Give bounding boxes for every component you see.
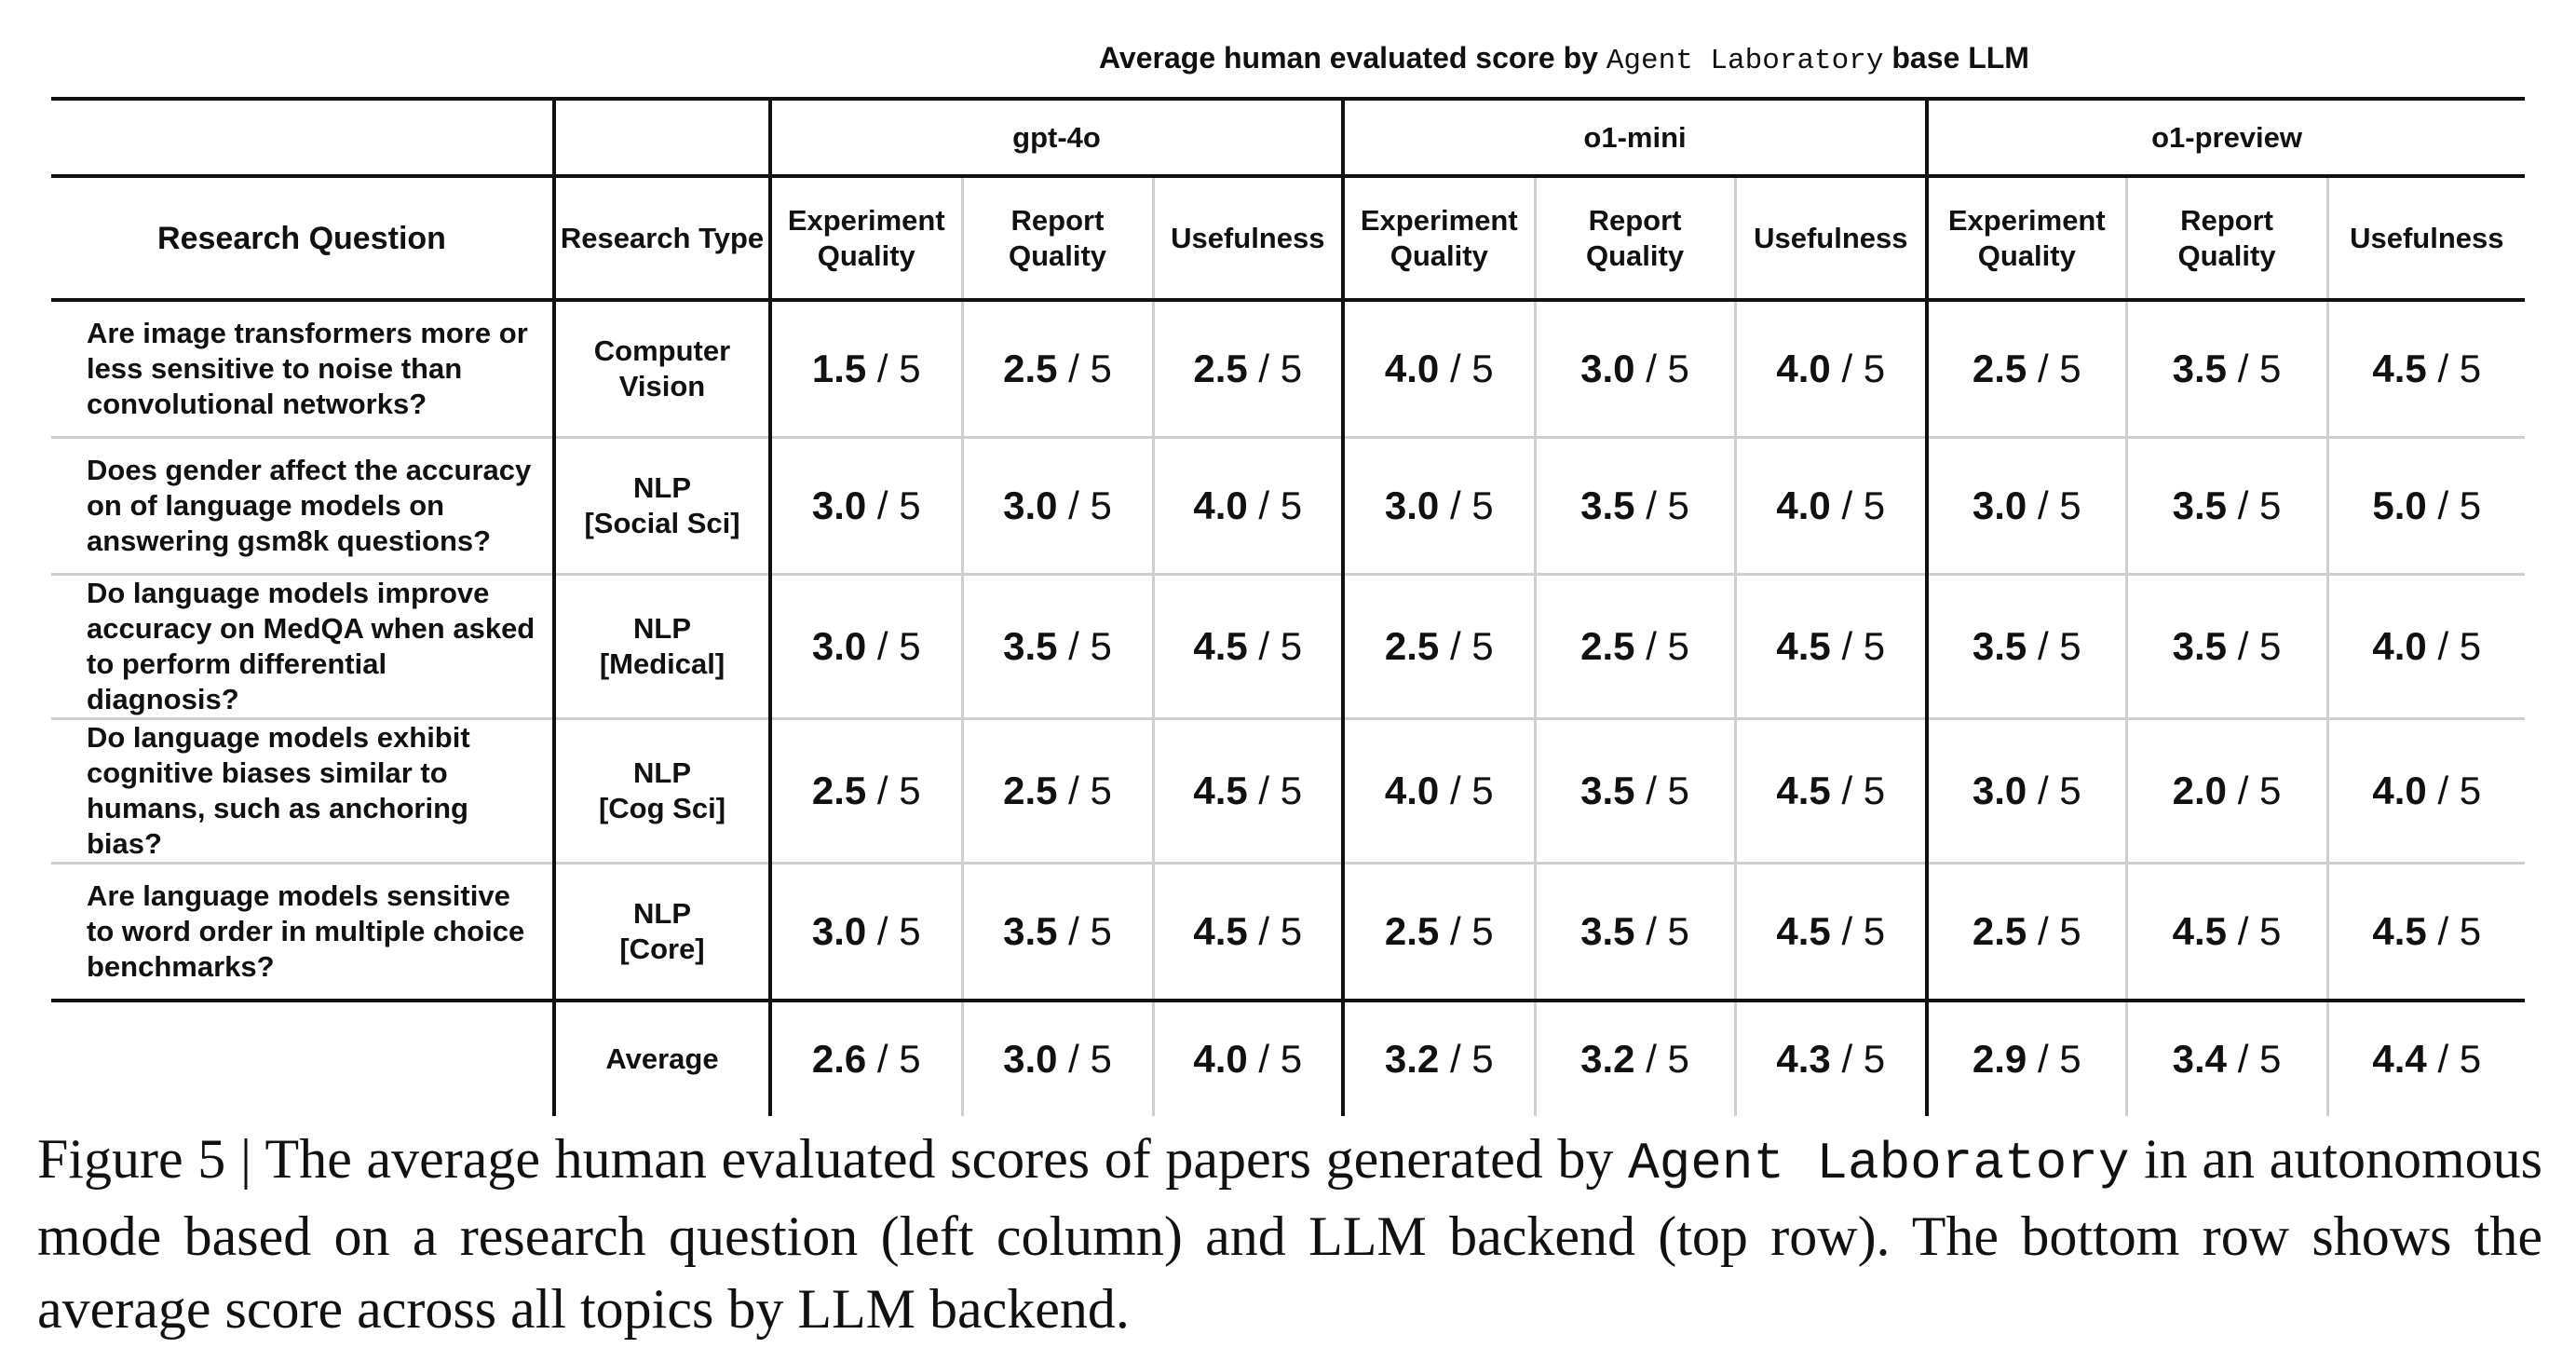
score-value: 5.0 xyxy=(2372,483,2427,527)
score-cell xyxy=(1535,438,1735,575)
research-question-cell: Do language models improve accuracy on MedQA when asked to perform differential diagnosis? xyxy=(51,575,554,719)
score-cell xyxy=(770,438,962,575)
score-cell xyxy=(1153,438,1343,575)
score-denominator: / 5 xyxy=(866,347,921,390)
score-value: 4.5 xyxy=(1776,909,1831,953)
score-value: 4.5 xyxy=(2372,347,2427,390)
score-denominator: / 5 xyxy=(2027,769,2081,812)
score-denominator: / 5 xyxy=(2027,1037,2081,1081)
score-value: 3.5 xyxy=(1580,769,1635,812)
score-denominator: / 5 xyxy=(1634,347,1689,390)
score-cell xyxy=(1735,864,1927,1001)
metric-header: Usefulness xyxy=(1153,176,1343,300)
score-value: 4.0 xyxy=(1776,347,1831,390)
score-denominator: / 5 xyxy=(2426,1037,2482,1081)
metric-header: Report Quality xyxy=(1535,176,1735,300)
research-type-line: NLP xyxy=(633,471,691,504)
table-row xyxy=(51,719,2525,864)
research-type-cell xyxy=(554,864,770,1001)
score-denominator: / 5 xyxy=(2426,347,2482,390)
score-denominator: / 5 xyxy=(1247,1037,1303,1081)
score-denominator: / 5 xyxy=(2426,769,2482,812)
score-cell xyxy=(1735,719,1927,864)
research-type-header: Research Type xyxy=(554,176,770,300)
score-denominator: / 5 xyxy=(1439,624,1494,668)
score-denominator: / 5 xyxy=(2027,624,2081,668)
score-denominator: / 5 xyxy=(1439,347,1494,390)
research-type-line: [Core] xyxy=(619,933,705,965)
research-type-cell xyxy=(554,438,770,575)
research-type-line: [Social Sci] xyxy=(584,507,740,539)
research-type-line: Vision xyxy=(618,370,706,402)
score-cell xyxy=(2126,300,2327,438)
score-value: 2.5 xyxy=(1972,347,2027,390)
score-denominator: / 5 xyxy=(2227,909,2282,953)
score-cell xyxy=(962,575,1153,719)
score-denominator: / 5 xyxy=(1830,909,1886,953)
score-cell xyxy=(2126,575,2327,719)
metric-header: Experiment Quality xyxy=(1927,176,2126,300)
score-value: 2.5 xyxy=(811,769,867,812)
group-header-row xyxy=(51,99,2525,176)
score-cell xyxy=(2126,719,2327,864)
super-title-prefix: Average human evaluated score by xyxy=(1099,41,1607,75)
score-cell xyxy=(2327,719,2525,864)
score-value: 4.0 xyxy=(1384,769,1440,812)
empty-header-cell xyxy=(51,99,554,176)
score-value: 3.2 xyxy=(1384,1037,1440,1081)
score-denominator: / 5 xyxy=(2227,483,2282,527)
research-question-cell: Does gender affect the accuracy on of language models on answering gsm8k questions? xyxy=(51,438,554,575)
caption-text: in an autonomous mode based on a research question (left column) and LLM backend (top row). The bottom row shows the average score across all topics by LLM backend. xyxy=(37,1128,2543,1340)
score-denominator: / 5 xyxy=(866,1037,921,1081)
score-denominator: / 5 xyxy=(866,624,921,668)
score-cell xyxy=(1735,300,1927,438)
score-value: 3.5 xyxy=(2172,483,2228,527)
score-cell xyxy=(2327,575,2525,719)
score-denominator: / 5 xyxy=(2426,909,2482,953)
score-cell xyxy=(962,438,1153,575)
score-cell xyxy=(770,300,962,438)
research-type-cell xyxy=(554,300,770,438)
score-denominator: / 5 xyxy=(1057,347,1112,390)
score-cell xyxy=(2327,864,2525,1001)
super-title-agent-name: Agent Laboratory xyxy=(1606,45,1884,77)
research-question-cell: Do language models exhibit cognitive biases similar to humans, such as anchoring bias? xyxy=(51,719,554,864)
score-denominator: / 5 xyxy=(1247,483,1303,527)
score-denominator: / 5 xyxy=(1057,769,1112,812)
metric-header: Experiment Quality xyxy=(1343,176,1535,300)
group-header-o1-preview: o1-preview xyxy=(1927,99,2525,176)
score-denominator: / 5 xyxy=(1439,483,1494,527)
score-value: 2.5 xyxy=(1580,624,1635,668)
research-type-line: Computer xyxy=(593,334,731,367)
score-value: 4.0 xyxy=(2372,624,2427,668)
score-cell xyxy=(2327,438,2525,575)
score-cell xyxy=(1153,864,1343,1001)
score-value: 2.5 xyxy=(1384,909,1440,953)
table-super-title xyxy=(1099,41,2217,77)
score-denominator: / 5 xyxy=(2027,909,2081,953)
score-denominator: / 5 xyxy=(1830,624,1886,668)
score-cell xyxy=(962,864,1153,1001)
score-cell xyxy=(1735,438,1927,575)
score-denominator: / 5 xyxy=(866,483,921,527)
score-denominator: / 5 xyxy=(1057,1037,1112,1081)
score-value: 3.5 xyxy=(1580,909,1635,953)
group-header-o1-mini: o1-mini xyxy=(1343,99,1927,176)
score-cell xyxy=(770,1001,962,1116)
score-cell xyxy=(1153,1001,1343,1116)
research-type-line: [Cog Sci] xyxy=(598,792,726,824)
score-value: 3.5 xyxy=(1580,483,1635,527)
score-value: 2.5 xyxy=(1972,909,2027,953)
caption-text: Figure 5 | The average human evaluated scores of papers generated by xyxy=(37,1128,1629,1190)
score-cell xyxy=(2126,438,2327,575)
score-cell xyxy=(1927,438,2126,575)
score-denominator: / 5 xyxy=(2027,483,2081,527)
score-value: 3.0 xyxy=(1972,483,2027,527)
figure-caption xyxy=(37,1123,2542,1345)
score-value: 4.5 xyxy=(1193,909,1248,953)
score-cell xyxy=(1343,438,1535,575)
table-row xyxy=(51,438,2525,575)
score-cell xyxy=(2126,864,2327,1001)
score-value: 3.5 xyxy=(1003,909,1058,953)
score-cell xyxy=(1927,1001,2126,1116)
score-value: 2.5 xyxy=(1003,347,1058,390)
score-cell xyxy=(1927,575,2126,719)
score-value: 3.2 xyxy=(1580,1037,1635,1081)
score-denominator: / 5 xyxy=(866,909,921,953)
score-cell xyxy=(1535,864,1735,1001)
score-denominator: / 5 xyxy=(1830,483,1886,527)
score-cell xyxy=(770,575,962,719)
score-denominator: / 5 xyxy=(1830,769,1886,812)
score-cell xyxy=(1153,719,1343,864)
score-denominator: / 5 xyxy=(1830,1037,1886,1081)
table-body xyxy=(51,300,2525,1116)
score-value: 3.0 xyxy=(1003,1037,1058,1081)
score-cell xyxy=(2126,1001,2327,1116)
score-cell xyxy=(1343,864,1535,1001)
score-value: 2.5 xyxy=(1384,624,1440,668)
score-value: 4.0 xyxy=(1384,347,1440,390)
score-denominator: / 5 xyxy=(2227,624,2282,668)
score-value: 3.0 xyxy=(1003,483,1058,527)
score-denominator: / 5 xyxy=(866,769,921,812)
research-question-cell: Are language models sensitive to word order in multiple choice benchmarks? xyxy=(51,864,554,1001)
research-type-cell xyxy=(554,719,770,864)
score-cell xyxy=(1535,300,1735,438)
score-denominator: / 5 xyxy=(1439,1037,1494,1081)
score-denominator: / 5 xyxy=(1057,624,1112,668)
score-cell xyxy=(1153,300,1343,438)
score-cell xyxy=(1735,575,1927,719)
score-value: 2.9 xyxy=(1972,1037,2027,1081)
score-value: 3.0 xyxy=(1972,769,2027,812)
scores-table xyxy=(51,97,2525,1116)
score-denominator: / 5 xyxy=(1634,1037,1689,1081)
average-row xyxy=(51,1001,2525,1116)
score-denominator: / 5 xyxy=(1634,624,1689,668)
score-cell xyxy=(770,719,962,864)
score-cell xyxy=(962,300,1153,438)
score-cell xyxy=(2327,300,2525,438)
score-denominator: / 5 xyxy=(1830,347,1886,390)
score-value: 4.5 xyxy=(1193,769,1248,812)
score-cell xyxy=(1927,864,2126,1001)
research-type-cell xyxy=(554,575,770,719)
score-denominator: / 5 xyxy=(2227,1037,2282,1081)
score-value: 3.5 xyxy=(2172,624,2228,668)
score-cell xyxy=(1927,300,2126,438)
score-value: 4.5 xyxy=(2372,909,2427,953)
score-denominator: / 5 xyxy=(1247,347,1303,390)
score-denominator: / 5 xyxy=(1634,483,1689,527)
score-value: 3.0 xyxy=(811,624,867,668)
score-cell xyxy=(770,864,962,1001)
score-value: 2.0 xyxy=(2172,769,2228,812)
research-type-line: [Medical] xyxy=(599,647,725,680)
score-denominator: / 5 xyxy=(1247,624,1303,668)
score-cell xyxy=(1535,575,1735,719)
research-type-line: NLP xyxy=(633,897,691,930)
score-denominator: / 5 xyxy=(2027,347,2081,390)
score-denominator: / 5 xyxy=(1057,483,1112,527)
score-value: 4.5 xyxy=(1776,624,1831,668)
super-title-suffix: base LLM xyxy=(1883,41,2029,75)
score-value: 4.4 xyxy=(2372,1037,2427,1081)
score-cell xyxy=(962,719,1153,864)
score-denominator: / 5 xyxy=(2426,624,2482,668)
score-value: 2.5 xyxy=(1193,347,1248,390)
metric-header: Report Quality xyxy=(962,176,1153,300)
research-type-line: NLP xyxy=(633,756,691,789)
metric-header: Report Quality xyxy=(2126,176,2327,300)
score-value: 3.5 xyxy=(1972,624,2027,668)
research-type-line: NLP xyxy=(633,612,691,645)
research-question-header: Research Question xyxy=(51,176,554,300)
average-label: Average xyxy=(554,1001,770,1116)
score-value: 4.3 xyxy=(1776,1037,1831,1081)
score-cell xyxy=(1343,719,1535,864)
score-denominator: / 5 xyxy=(2426,483,2482,527)
score-value: 3.5 xyxy=(2172,347,2228,390)
score-denominator: / 5 xyxy=(1247,909,1303,953)
score-cell xyxy=(1535,1001,1735,1116)
metric-header-row xyxy=(51,176,2525,300)
score-value: 4.0 xyxy=(2372,769,2427,812)
score-value: 4.5 xyxy=(2172,909,2228,953)
metric-header: Usefulness xyxy=(2327,176,2525,300)
group-header-gpt-4o: gpt-4o xyxy=(770,99,1343,176)
score-cell xyxy=(962,1001,1153,1116)
score-value: 3.0 xyxy=(811,909,867,953)
score-denominator: / 5 xyxy=(1439,909,1494,953)
score-cell xyxy=(1927,719,2126,864)
score-denominator: / 5 xyxy=(1634,769,1689,812)
empty-header-cell xyxy=(554,99,770,176)
research-question-cell: Are image transformers more or less sensitive to noise than convolutional networks? xyxy=(51,300,554,438)
score-denominator: / 5 xyxy=(1439,769,1494,812)
score-value: 3.4 xyxy=(2172,1037,2228,1081)
table-row xyxy=(51,300,2525,438)
score-value: 4.0 xyxy=(1776,483,1831,527)
score-value: 2.6 xyxy=(811,1037,867,1081)
caption-agent-name: Agent Laboratory xyxy=(1628,1134,2130,1193)
score-value: 3.5 xyxy=(1003,624,1058,668)
score-value: 1.5 xyxy=(811,347,867,390)
table-row xyxy=(51,864,2525,1001)
score-value: 4.0 xyxy=(1193,1037,1248,1081)
table-row xyxy=(51,575,2525,719)
score-cell xyxy=(1343,300,1535,438)
score-value: 3.0 xyxy=(1384,483,1440,527)
metric-header: Usefulness xyxy=(1735,176,1927,300)
score-value: 4.5 xyxy=(1776,769,1831,812)
score-denominator: / 5 xyxy=(1634,909,1689,953)
score-value: 2.5 xyxy=(1003,769,1058,812)
score-cell xyxy=(1343,575,1535,719)
score-value: 3.0 xyxy=(1580,347,1635,390)
score-value: 3.0 xyxy=(811,483,867,527)
score-cell xyxy=(1735,1001,1927,1116)
score-cell xyxy=(1535,719,1735,864)
score-value: 4.5 xyxy=(1193,624,1248,668)
score-cell xyxy=(1153,575,1343,719)
metric-header: Experiment Quality xyxy=(770,176,962,300)
empty-cell xyxy=(51,1001,554,1116)
score-denominator: / 5 xyxy=(2227,347,2282,390)
score-value: 4.0 xyxy=(1193,483,1248,527)
score-cell xyxy=(2327,1001,2525,1116)
score-denominator: / 5 xyxy=(2227,769,2282,812)
score-cell xyxy=(1343,1001,1535,1116)
score-denominator: / 5 xyxy=(1057,909,1112,953)
score-denominator: / 5 xyxy=(1247,769,1303,812)
